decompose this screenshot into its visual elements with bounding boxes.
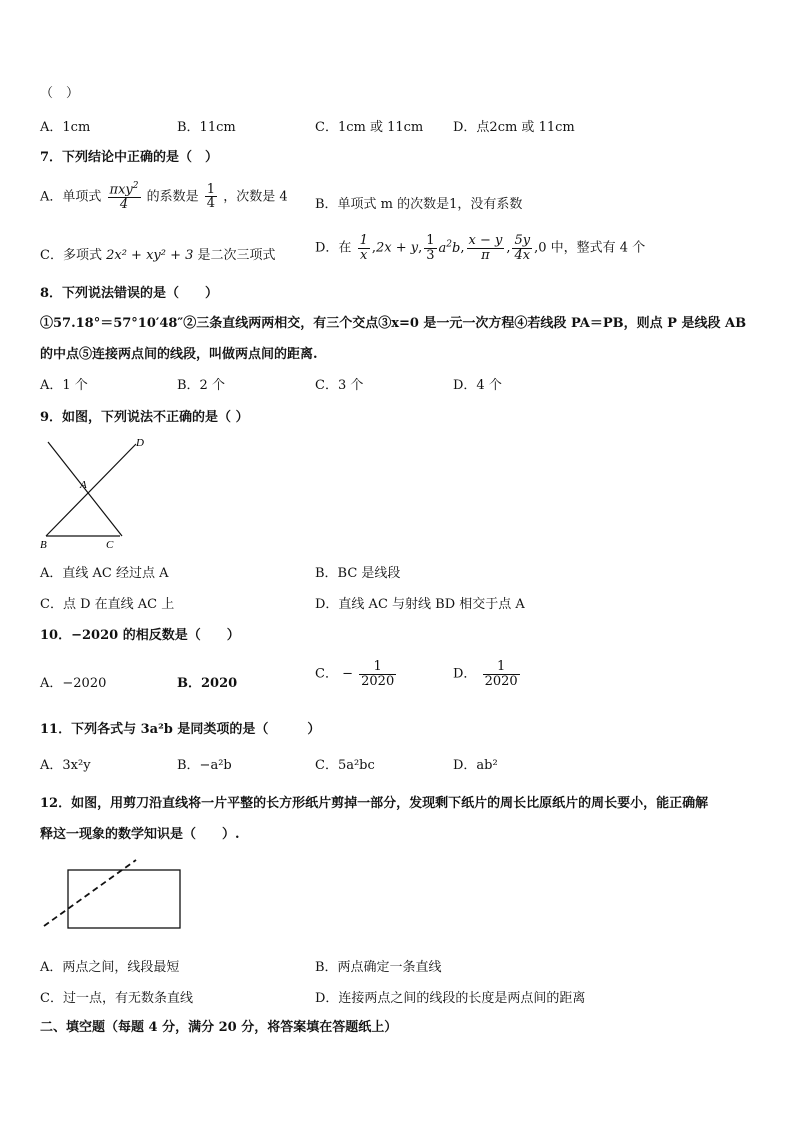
- q9-label-a: A: [80, 479, 87, 491]
- q10-option-b: B．2020: [177, 676, 238, 691]
- q8-option-a: A．1 个: [40, 378, 88, 393]
- q7-option-a: [40, 182, 288, 212]
- q10-c-num: 1: [359, 660, 396, 675]
- q9-option-b: B．BC 是线段: [315, 566, 401, 581]
- q11-option-c: C．5a²bc: [315, 758, 375, 773]
- q7-d-expr-1: $\frac{1}{x}$: [359, 233, 368, 263]
- q8-option-c: C．3 个: [315, 378, 364, 393]
- q9-label-c: C: [106, 539, 114, 551]
- prev-option-c: C．1cm 或 11cm: [315, 120, 424, 135]
- prev-option-d: D．点2cm 或 11cm: [453, 120, 575, 135]
- q7-option-c: [40, 244, 276, 263]
- q9-stem: 9．如图，下列说法不正确的是（ ）: [40, 410, 249, 425]
- q11-option-a: A．3x²y: [40, 758, 91, 773]
- q7-a-coef-den: 4: [206, 196, 216, 212]
- q7-c-post: 是二次三项式: [197, 248, 276, 263]
- q7-a-post: ，次数是 4: [223, 189, 288, 205]
- q10-option-d: [453, 660, 522, 688]
- q11-stem: 11．下列各式与 3a²b 是同类项的是（ ）: [40, 722, 321, 737]
- q7-a-monomial-fraction: $\frac{\pi xy^2}{4}$: [109, 181, 139, 212]
- q12-option-b: B．两点确定一条直线: [315, 960, 442, 975]
- q10-d-label: D．: [453, 666, 477, 682]
- q7-d-post: 中，整式有 4 个: [550, 240, 646, 256]
- q12-stem-line2: 释这一现象的数学知识是（ ）.: [40, 827, 240, 842]
- q7-a-frac-den: 4: [119, 196, 129, 212]
- q10-d-num: 1: [483, 660, 520, 675]
- q8-statement-line2: 的中点⑤连接两点间的线段，叫做两点间的距离.: [40, 347, 318, 362]
- q12-figure: [40, 856, 190, 936]
- prev-question-paren: （ ）: [40, 86, 80, 101]
- q9-option-a: A．直线 AC 经过点 A: [40, 566, 169, 581]
- q7-option-d: D．在 $\frac{1}{x}$ ,2x + y, $\frac{1}{3}$ $a^2b$, $\frac{x - y}{\pi}$ , $\frac{5y}{4x}$ ,0 中，整式有 4 个: [315, 233, 646, 263]
- q12-option-d: D．连接两点之间的线段的长度是两点间的距离: [315, 991, 586, 1006]
- q7-a-coef-num: 1: [206, 181, 216, 197]
- q7-option-b: B．单项式 m 的次数是1，没有系数: [315, 197, 523, 212]
- q10-option-a: A．−2020: [40, 676, 107, 691]
- q7-d-expr-4: $\frac{x - y}{\pi}$: [468, 233, 503, 263]
- q10-d-den: 2020: [484, 673, 518, 689]
- q10-c-fraction: [359, 660, 396, 688]
- q7-a-mid: 的系数是: [146, 189, 199, 205]
- q7-c-polynomial: 2x² + xy² + 3: [106, 248, 194, 263]
- q7-a-prefix: A．单项式: [40, 189, 102, 205]
- prev-option-a: A．1cm: [40, 120, 91, 135]
- q9-label-d: D: [136, 437, 144, 449]
- q8-option-b: B．2 个: [177, 378, 225, 393]
- q9-option-c: C．点 D 在直线 AC 上: [40, 597, 175, 612]
- prev-option-b: B．11cm: [177, 120, 236, 135]
- q9-option-d: D．直线 AC 与射线 BD 相交于点 A: [315, 597, 525, 612]
- section-title: 二、填空题（每题 4 分，满分 20 分，将答案填在答题纸上）: [40, 1020, 398, 1035]
- q9-label-b: B: [40, 539, 47, 551]
- q7-stem: 7．下列结论中正确的是（ ）: [40, 150, 219, 165]
- q11-option-d: D．ab²: [453, 758, 498, 773]
- q10-stem: 10．−2020 的相反数是（ ）: [40, 628, 240, 643]
- q12-option-c: C．过一点，有无数条直线: [40, 991, 193, 1006]
- q10-c-label: C．: [315, 666, 338, 682]
- q10-c-sign: −: [342, 666, 353, 682]
- q10-option-c: [315, 660, 398, 688]
- q7-a-coef-fraction: [205, 183, 217, 211]
- q11-option-b: B．−a²b: [177, 758, 232, 773]
- q7-d-expr-2: 2x + y: [376, 240, 419, 256]
- q9-figure: [36, 432, 156, 552]
- q8-stem: 8．下列说法错误的是（ ）: [40, 286, 219, 301]
- q10-d-fraction: [483, 660, 520, 688]
- q12-stem-line1: 12．如图，用剪刀沿直线将一片平整的长方形纸片剪掉一部分，发现剩下纸片的周长比原纸片的周长要小，能正确解: [40, 796, 709, 811]
- q7-a-frac-num: πxy: [109, 182, 133, 198]
- q7-d-expr-3: $\frac{1}{3}$: [426, 233, 435, 263]
- q8-option-d: D．4 个: [453, 378, 502, 393]
- q7-d-prefix: D．在: [315, 240, 352, 256]
- q10-c-den: 2020: [361, 673, 395, 689]
- q8-statement-line1: ①57.18°＝57°10′48″②三条直线两两相交，有三个交点③x=0 是一元一次方程④若线段 PA＝PB，则点 P 是线段 AB: [40, 316, 747, 331]
- q12-rectangle: [68, 870, 180, 928]
- q9-ray-bd: [46, 444, 136, 536]
- q7-c-prefix: C．多项式: [40, 248, 102, 263]
- q12-option-a: A．两点之间，线段最短: [40, 960, 180, 975]
- q7-d-expr-5: $\frac{5y}{4x}$: [514, 233, 531, 263]
